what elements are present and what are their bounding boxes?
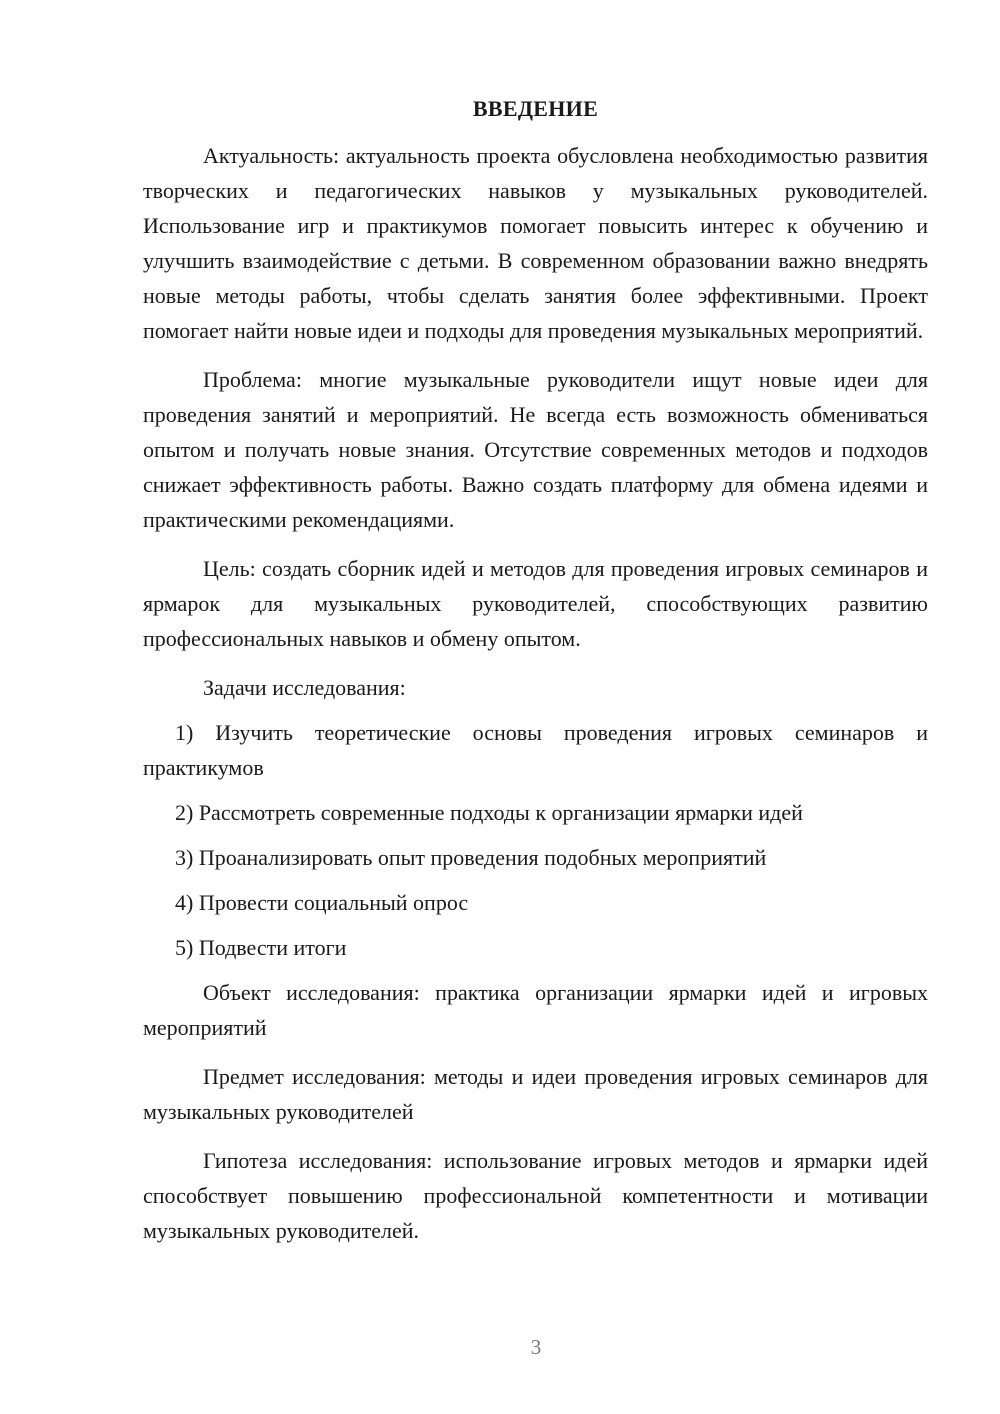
goal-paragraph: Цель: создать сборник идей и методов для проведения игровых семинаров и ярмарок для музыкальных руководителей, способствующих развитию профессиональных навыков и обмену опытом. xyxy=(143,556,928,651)
task-item: 2) Рассмотреть современные подходы к организации ярмарки идей xyxy=(175,800,803,825)
tasks-list xyxy=(143,715,928,965)
document-page xyxy=(143,94,928,1262)
relevance-paragraph: Актуальность: актуальность проекта обусловлена необходимостью развития творческих и педагогических навыков у музыкальных руководителей. Использование игр и практикумов помогает повысить интерес к обучению и улучшить взаимодействие с детьми. В современном образовании важно внедрять новые методы работы, чтобы сделать занятия более эффективными. Проект помогает найти новые идеи и подходы для проведения музыкальных мероприятий. xyxy=(143,143,928,343)
tasks-heading: Задачи исследования: xyxy=(203,675,406,700)
subject-paragraph: Предмет исследования: методы и идеи проведения игровых семинаров для музыкальных руководителей xyxy=(143,1064,928,1124)
task-item: 4) Провести социальный опрос xyxy=(175,890,469,915)
task-item: 5) Подвести итоги xyxy=(175,935,347,960)
problem-paragraph: Проблема: многие музыкальные руководители ищут новые идеи для проведения занятий и мероприятий. Не всегда есть возможность обмениваться опытом и получать новые знания. Отсутствие современных методов и подходов снижает эффективность работы. Важно создать платформу для обмена идеями и практическими рекомендациями. xyxy=(143,367,928,532)
hypothesis-paragraph: Гипотеза исследования: использование игровых методов и ярмарки идей способствует повышению профессиональной компетентности и мотивации музыкальных руководителей. xyxy=(143,1148,928,1243)
page-number: 3 xyxy=(530,1335,542,1359)
task-item: 1) Изучить теоретические основы проведения игровых семинаров и практикумов xyxy=(143,720,928,780)
object-paragraph: Объект исследования: практика организации ярмарки идей и игровых мероприятий xyxy=(143,980,928,1040)
task-item: 3) Проанализировать опыт проведения подобных мероприятий xyxy=(175,845,767,870)
section-title: ВВЕДЕНИЕ xyxy=(472,96,599,121)
